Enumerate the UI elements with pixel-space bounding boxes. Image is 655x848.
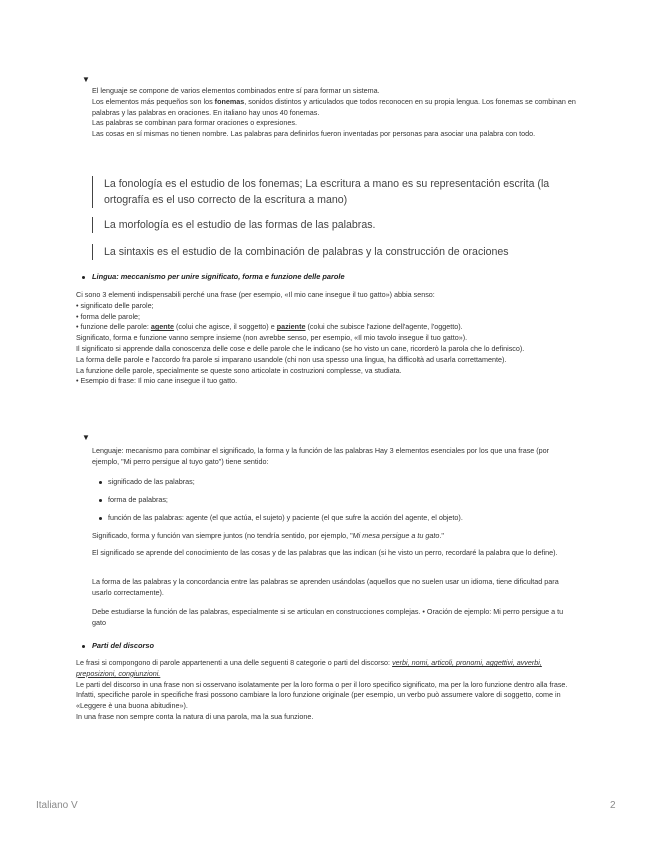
es-paragraph-1 (92, 531, 572, 542)
es-paragraph-2: El significado se aprende del conocimiento de las cosas y de las palabras que las indican (si he visto un perro, recordaré la palabra que lo define). (92, 548, 558, 557)
fonemas-word: fonemas (214, 96, 245, 106)
es-paragraph-4: Debe estudiarse la función de las palabras, especialmente si se articulan en construcciones complejas. • Oración de ejemplo: Mi perro persigue a tu gato (92, 607, 564, 627)
bullet-icon (99, 517, 102, 520)
bullet-icon (82, 276, 85, 279)
spanish-intro-block (92, 86, 582, 140)
cosas-paragraph: Las cosas en sí mismas no tienen nombre. Las palabras para definirlos fueron inventadas por personas para asociar una palabra con todo. (92, 129, 536, 139)
it-b3-mid: (colui che agisce, il soggetto) e (174, 322, 277, 332)
es-p1-example: Mi mesa persigue a tu gato (352, 531, 440, 540)
heading-parti: Parti del discorso (92, 641, 155, 650)
heading-lingua: Lingua: meccanismo per unire significato, forma e funzione delle parole (92, 272, 345, 281)
it-bullet-3 (76, 322, 581, 333)
bullet-icon (82, 645, 85, 648)
intro-line: El lenguaje se compone de varios elementos combinados entre sí para formar un sistema. (92, 86, 380, 95)
parti-categories-link[interactable]: verbi, nomi, articoli, pronomi, aggettivi, avverbi, preposizioni, congiunzioni. (76, 658, 542, 678)
quote-sintaxis: La sintaxis es el estudio de la combinación de palabras y la construcción de oraciones (92, 244, 574, 260)
toggle-caret-icon[interactable]: ▼ (82, 75, 90, 84)
quote-morfologia: La morfología es el estudio de las formas de las palabras. (92, 217, 574, 233)
it-bullet-1: • significato delle parole; (76, 300, 154, 310)
footer-title: Italiano V (36, 800, 78, 811)
parti-line-1 (76, 658, 581, 680)
list-item (108, 495, 568, 513)
it-line-5: Significato, forma e funzione vanno sempre insieme (non avrebbe senso, per esempio, «Il mio tavolo insegue il tuo gatto»). (76, 333, 468, 343)
it-b3-post: (colui che subisce l'azione dell'agente, l'oggetto). (305, 322, 463, 332)
it-line-7: La forma delle parole e l'accordo fra parole si imparano usandole (chi non usa spesso una lingua, ha difficoltà ad usarla correttamente). (76, 354, 507, 364)
es-intro: Lenguaje: mecanismo para combinar el significado, la forma y la función de las palabras Hay 3 elementos esenciales por los que una frase (por ejemplo, "Mi perro persigue al tuyo gato") tiene sentido: (92, 446, 550, 466)
it-b3-pre: • funzione delle parole: (76, 322, 151, 332)
fonemas-pre: Los elementos más pequeños son los (92, 96, 215, 106)
bullet-icon (99, 481, 102, 484)
es-item-3: función de las palabras: agente (el que actúa, el sujeto) y paciente (el que sufre la acción del agente, el objeto). (108, 513, 463, 522)
fonemas-post: , sonidos distintos y articulados que todos reconocen en su propia lengua. Los fonemas se combinan en palabras y las palabras en oraciones. En italiano hay unos 40 fonemas. (92, 96, 576, 117)
list-item (108, 477, 568, 495)
it-line-6: Il significato si apprende dalla conoscenza delle cose e delle parole che le indicano (se ho visto un cane, ricorderò la parola che lo definisco). (76, 343, 525, 353)
parti-line-2: Le parti del discorso in una frase non si osservano isolatamente per la loro forma o per il loro specifico significato, ma per la loro funzione dentro alla frase. (76, 679, 568, 689)
page-number: 2 (610, 800, 616, 811)
parti-block (76, 658, 581, 723)
bullet-icon (99, 499, 102, 502)
es-paragraph-3: La forma de las palabras y la concordancia entre las palabras se aprenden usándolas (aquellos que no suelen usar un idioma, tiene dificultad para usarlo correctamente). (92, 577, 559, 597)
es-p1-post: ." (439, 531, 444, 540)
es-list (108, 477, 568, 524)
parti-line-3: Infatti, specifiche parole in specifiche frasi possono cambiare la loro funzione originale (per esempio, un verbo può assumere valore di soggetto, come in «Leggere è una buona abitudine»). (76, 690, 561, 711)
italian-block (76, 290, 581, 387)
it-intro: Ci sono 3 elementi indispensabili perché una frase (per esempio, «Il mio cane insegue il tuo gatto») abbia senso: (76, 290, 435, 299)
it-line-9: • Esempio di frase: Il mio cane insegue il tuo gatto. (76, 376, 238, 386)
list-item (108, 513, 568, 524)
paziente-term: paziente (276, 322, 306, 332)
parti-l1-pre: Le frasi si compongono di parole appartenenti a una delle seguenti 8 categorie o parti del discorso: (76, 658, 393, 667)
it-bullet-2: • forma delle parole; (76, 311, 141, 321)
es-item-2: forma de palabras; (108, 495, 168, 504)
palabras-line: Las palabras se combinan para formar oraciones o expresiones. (92, 118, 297, 128)
fonemas-paragraph (92, 97, 582, 119)
parti-line-4: In una frase non sempre conta la natura di una parola, ma la sua funzione. (76, 711, 314, 721)
agente-term: agente (150, 322, 175, 332)
toggle-caret-icon[interactable]: ▼ (82, 433, 90, 442)
quote-fonologia: La fonología es el estudio de los fonemas; La escritura a mano es su representación escrita (la ortografía es el uso correcto de la escritura a mano) (92, 176, 574, 208)
es-p1-pre: Significado, forma y función van siempre juntos (no tendría sentido, por ejemplo, " (92, 531, 353, 540)
it-line-8: La funzione delle parole, specialmente se queste sono articolate in costruzioni complesse, va studiata. (76, 365, 402, 375)
es-item-1: significado de las palabras; (108, 477, 195, 486)
